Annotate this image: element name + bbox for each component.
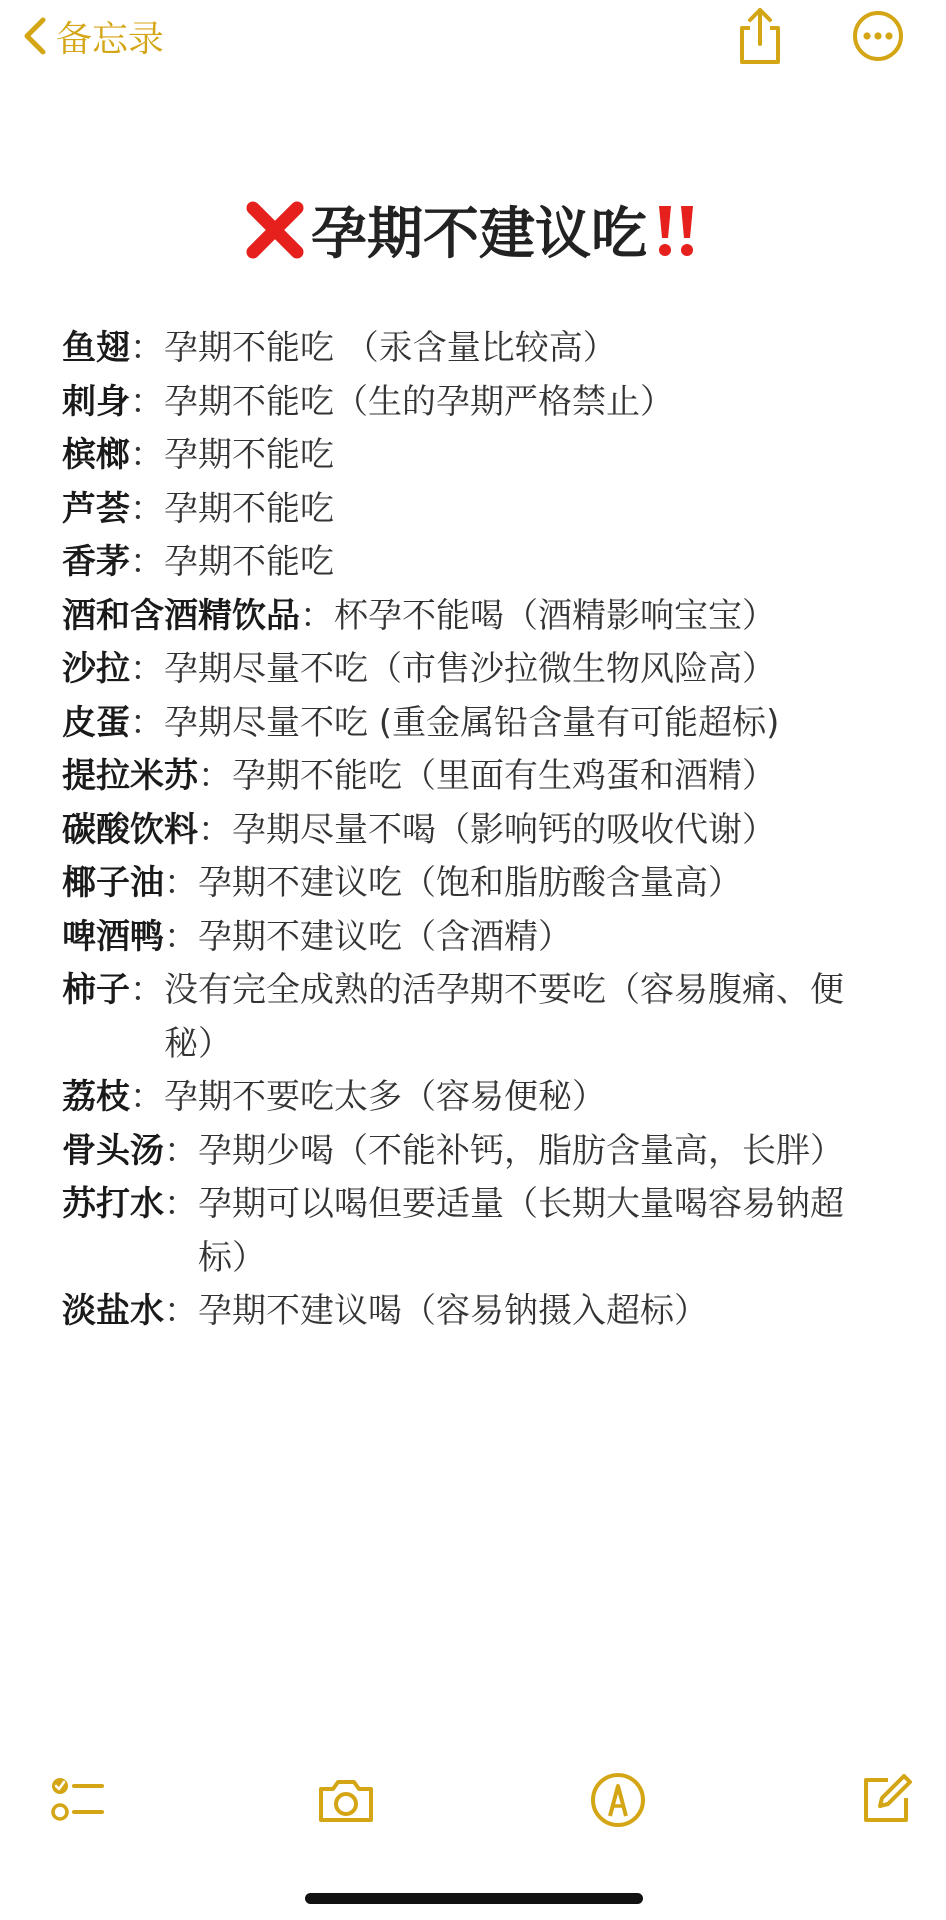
markup-pen-icon[interactable] <box>588 1770 648 1830</box>
item-description: 孕期不能吃（生的孕期严格禁止） <box>164 381 674 422</box>
item-separator: ： <box>130 542 164 582</box>
item-separator: ： <box>198 756 232 796</box>
item-description: 孕期不建议喝（容易钠摄入超标） <box>198 1291 708 1331</box>
item-label: 槟榔 <box>62 435 130 475</box>
item-description: 孕期不能吃（里面有生鸡蛋和酒精） <box>232 756 776 796</box>
item-separator: ： <box>164 916 198 957</box>
note-line <box>62 643 892 697</box>
item-separator: ： <box>130 1077 164 1117</box>
item-description: 孕期不能吃 <box>164 435 334 475</box>
camera-icon[interactable] <box>316 1770 376 1830</box>
item-label: 碳酸饮料 <box>62 809 198 850</box>
home-indicator[interactable] <box>305 1893 643 1904</box>
item-label: 荔枝 <box>62 1077 130 1117</box>
note-line <box>62 1125 892 1179</box>
compose-icon[interactable] <box>856 1770 916 1830</box>
more-icon[interactable] <box>852 10 904 62</box>
item-separator: ： <box>198 809 232 850</box>
item-label: 苏打水 <box>62 1184 164 1224</box>
item-description: 杯孕不能喝（酒精影响宝宝） <box>334 595 776 636</box>
item-description: 孕期不能吃 <box>164 542 334 582</box>
nav-bar <box>0 0 946 80</box>
item-description: 孕期可以喝但要适量（长期大量喝容易钠超标） <box>198 1184 844 1278</box>
note-line <box>62 964 892 1071</box>
note-line <box>62 1285 892 1339</box>
item-label: 沙拉 <box>62 649 130 689</box>
item-label: 提拉米苏 <box>62 756 198 796</box>
item-label: 椰子油 <box>62 863 164 903</box>
item-separator: ： <box>130 328 164 368</box>
item-description: 孕期不能吃 （汞含量比较高） <box>164 328 617 368</box>
item-separator: ： <box>130 435 164 475</box>
item-separator: ： <box>300 595 334 636</box>
note-line <box>62 804 892 858</box>
item-separator: ： <box>130 381 164 422</box>
item-description: 孕期尽量不喝（影响钙的吸收代谢） <box>232 809 776 850</box>
note-line <box>62 536 892 590</box>
checklist-icon[interactable] <box>48 1770 108 1830</box>
item-separator: ： <box>130 970 164 1010</box>
item-separator: ： <box>164 863 198 903</box>
item-separator: ： <box>164 1291 198 1331</box>
item-label: 骨头汤 <box>62 1130 164 1171</box>
item-label: 刺身 <box>62 381 130 422</box>
note-line <box>62 590 892 644</box>
item-description: 孕期不能吃 <box>164 488 334 529</box>
item-label: 皮蛋 <box>62 702 130 743</box>
item-description: 孕期尽量不吃（市售沙拉微生物风险高） <box>164 649 776 689</box>
note-title-text: 孕期不建议吃 <box>311 202 647 267</box>
item-description: 孕期不建议吃（含酒精） <box>198 916 572 957</box>
item-separator: ： <box>164 1184 198 1224</box>
item-label: 淡盐水 <box>62 1291 164 1331</box>
item-label: 芦荟 <box>62 488 130 529</box>
red-cross-mark-icon <box>243 198 307 262</box>
back-button-label: 备忘录 <box>56 18 165 60</box>
note-line <box>62 429 892 483</box>
item-separator: ： <box>130 488 164 529</box>
item-label: 香茅 <box>62 542 130 582</box>
note-line <box>62 376 892 430</box>
item-description: 孕期少喝（不能补钙，脂肪含量高，长胖） <box>198 1130 844 1171</box>
item-description: 孕期尽量不吃 (重金属铅含量有可能超标) <box>164 702 780 743</box>
item-description: 孕期不要吃太多（容易便秘） <box>164 1077 606 1117</box>
note-title <box>0 190 946 270</box>
item-label: 啤酒鸭 <box>62 916 164 957</box>
note-line <box>62 697 892 751</box>
note-line <box>62 1071 892 1125</box>
chevron-left-icon <box>22 16 48 56</box>
item-label: 柿子 <box>62 970 130 1010</box>
item-description: 没有完全成熟的活孕期不要吃（容易腹痛、便秘） <box>164 970 844 1064</box>
note-body[interactable] <box>62 322 892 1339</box>
note-line <box>62 750 892 804</box>
back-button[interactable] <box>22 14 164 58</box>
bottom-toolbar <box>0 1760 946 1840</box>
item-label: 鱼翅 <box>62 328 130 368</box>
double-exclamation-icon <box>651 200 703 260</box>
item-separator: ： <box>130 702 164 743</box>
note-line <box>62 857 892 911</box>
item-description: 孕期不建议吃（饱和脂肪酸含量高） <box>198 863 742 903</box>
item-separator: ： <box>130 649 164 689</box>
note-line <box>62 911 892 965</box>
note-line <box>62 1178 892 1285</box>
note-line <box>62 483 892 537</box>
item-label: 酒和含酒精饮品 <box>62 595 300 636</box>
item-separator: ： <box>164 1130 198 1171</box>
note-line <box>62 322 892 376</box>
share-icon[interactable] <box>732 6 788 66</box>
